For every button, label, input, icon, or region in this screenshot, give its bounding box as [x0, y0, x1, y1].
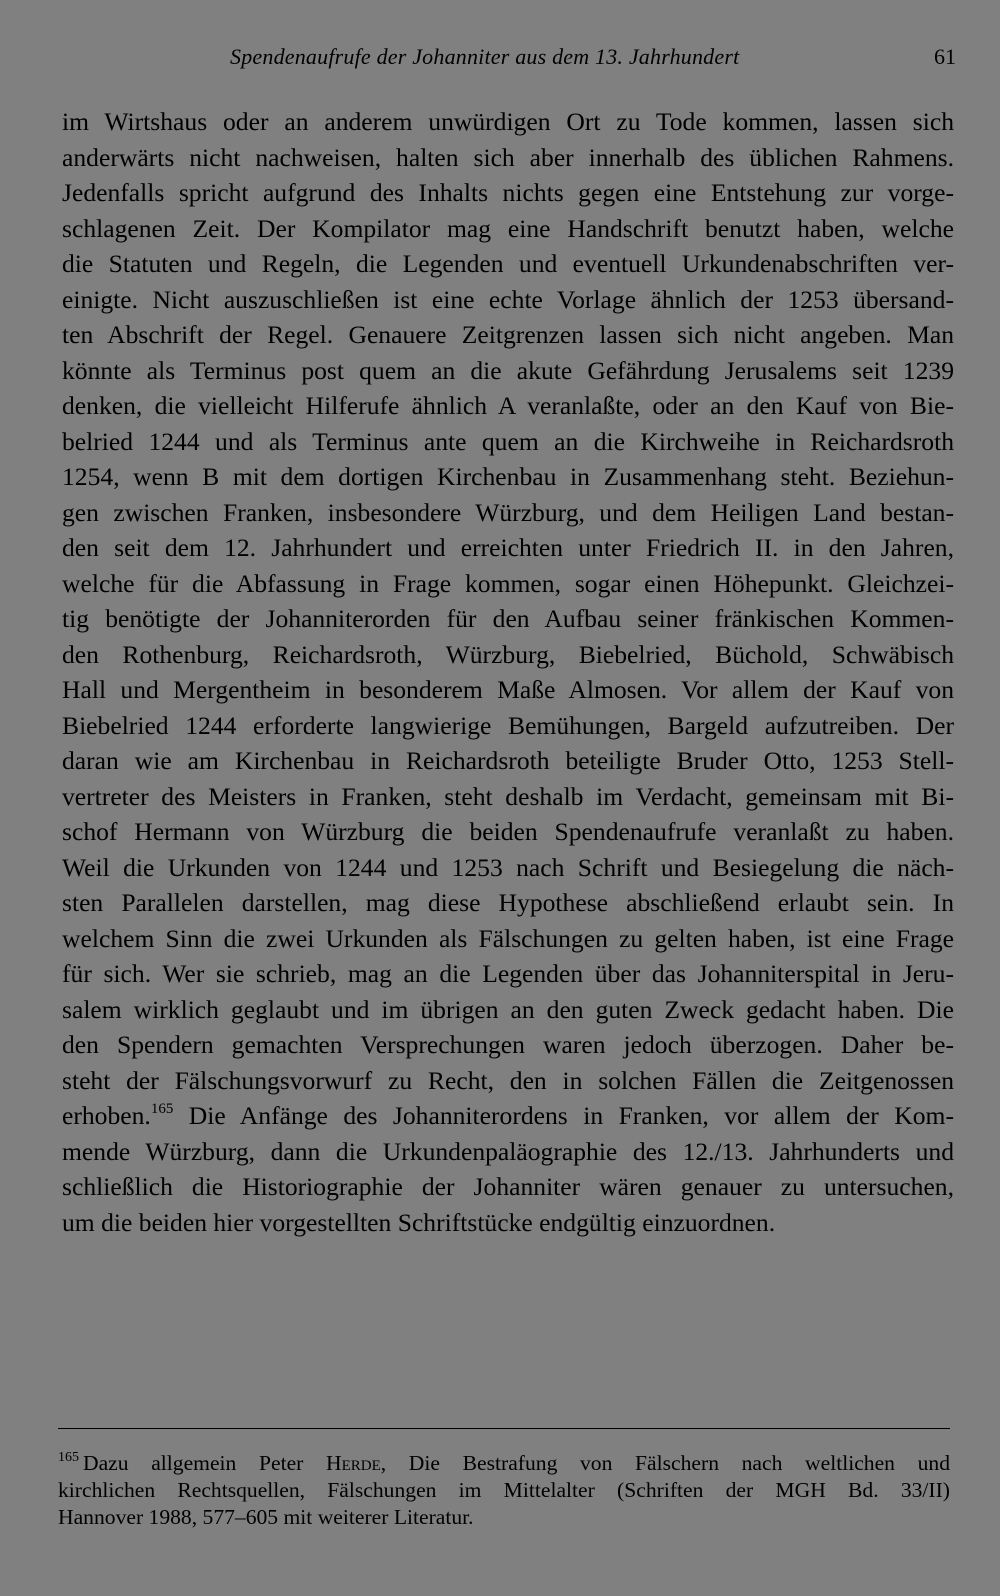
footnote-line: Hannover 1988, 577–605 mit weiterer Literatur.: [58, 1505, 474, 1529]
text-line: steht der Fälschungsvorwurf zu Recht, den in solchen Fällen die Zeitgenossen: [62, 1065, 954, 1095]
footnote-number: 165: [58, 1450, 79, 1465]
text-line: schlagenen Zeit. Der Kompilator mag eine Handschrift benutzt haben, welche: [62, 213, 954, 243]
text-line: im Wirtshaus oder an anderem unwürdigen Ort zu Tode kommen, lassen sich: [62, 107, 954, 136]
text-line: salem wirklich geglaubt und im übrigen an den guten Zweck gedacht haben. Die: [62, 994, 954, 1024]
text-line: könnte als Terminus post quem an die akute Gefährdung Jerusalems seit 1239: [62, 355, 954, 385]
text-line: gen zwischen Franken, insbesondere Würzburg, und dem Heiligen Land bestan-: [62, 497, 954, 527]
text-line: um die beiden hier vorgestellten Schriftstücke endgültig einzuordnen.: [62, 1207, 776, 1237]
text-line: denken, die vielleicht Hilferufe ähnlich A veranlaßte, oder an den Kauf von Bie-: [62, 391, 954, 420]
text-line: den Rothenburg, Reichardsroth, Würzburg, Biebelried, Büchold, Schwäbisch: [62, 639, 954, 669]
text-line: schließlich die Historiographie der Johanniter wären genauer zu untersuchen,: [62, 1172, 954, 1201]
text-line: Weil die Urkunden von 1244 und 1253 nach Schrift und Besiegelung die näch-: [62, 852, 954, 882]
text-line: anderwärts nicht nachweisen, halten sich aber innerhalb des üblichen Rahmens.: [62, 142, 954, 172]
text-line-with-footnote-ref: [62, 1098, 954, 1134]
text-line: die Statuten und Regeln, die Legenden und eventuell Urkundenabschriften ver-: [62, 249, 954, 278]
text-line: Jedenfalls spricht aufgrund des Inhalts nichts gegen eine Entstehung zur vorge-: [62, 178, 954, 207]
text-line: belried 1244 und als Terminus ante quem an die Kirchweihe in Reichardsroth: [62, 426, 954, 456]
footnote-separator: [58, 1428, 950, 1429]
main-text: [62, 104, 954, 1240]
text-line: ten Abschrift der Regel. Genauere Zeitgrenzen lassen sich nicht angeben. Man: [62, 320, 954, 349]
footnote-text: Dazu allgemein Peter: [83, 1451, 326, 1475]
footnote-line: [58, 1450, 950, 1477]
text-line: Biebelried 1244 erforderte langwierige Bemühungen, Bargeld aufzutreiben. Der: [62, 710, 954, 740]
footnote-reference[interactable]: 165: [150, 1101, 174, 1117]
footnote-author: Herde: [326, 1451, 381, 1475]
text-line: mende Würzburg, dann die Urkundenpaläographie des 12./13. Jahrhunderts und: [62, 1136, 954, 1166]
text-line: daran wie am Kirchenbau in Reichardsroth beteiligte Bruder Otto, 1253 Stell-: [62, 746, 954, 775]
text-fragment: erhoben.: [62, 1101, 151, 1130]
text-line: Hall und Mergentheim in besonderem Maße Almosen. Vor allem der Kauf von: [62, 675, 954, 704]
text-line: einigte. Nicht auszuschließen ist eine echte Vorlage ähnlich der 1253 übersand-: [62, 284, 954, 314]
footnote-text: , Die Bestrafung von Fälschern nach weltlichen und: [380, 1451, 951, 1475]
text-line: welchem Sinn die zwei Urkunden als Fälschungen zu gelten haben, ist eine Frage: [62, 923, 954, 953]
text-line: 1254, wenn B mit dem dortigen Kirchenbau in Zusammenhang steht. Beziehun-: [62, 462, 954, 491]
text-line: den Spendern gemachten Versprechungen waren jedoch überzogen. Daher be-: [62, 1030, 954, 1059]
running-title: Spendenaufrufe der Johanniter aus dem 13. Jahrhundert: [230, 44, 740, 69]
footnote-line: kirchlichen Rechtsquellen, Fälschungen im Mittelalter (Schriften der MGH Bd. 33/II): [58, 1478, 950, 1502]
text-line: tig benötigte der Johanniterorden für den Aufbau seiner fränkischen Kommen-: [62, 604, 954, 633]
running-header: [60, 44, 956, 78]
page-number: 61: [934, 44, 956, 69]
text-fragment: Die Anfänge des Johanniterordens in Franken, vor allem der Kom-: [173, 1101, 954, 1130]
text-line: vertreter des Meisters in Franken, steht deshalb im Verdacht, gemeinsam mit Bi-: [62, 781, 954, 811]
text-line: schof Hermann von Würzburg die beiden Spendenaufrufe veranlaßt zu haben.: [62, 817, 954, 846]
text-line: sten Parallelen darstellen, mag diese Hypothese abschließend erlaubt sein. In: [62, 888, 954, 917]
footnote: [58, 1450, 950, 1531]
text-line: den seit dem 12. Jahrhundert und erreichten unter Friedrich II. in den Jahren,: [62, 533, 954, 562]
text-line: für sich. Wer sie schrieb, mag an die Legenden über das Johanniterspital in Jeru-: [62, 959, 954, 988]
text-line: welche für die Abfassung in Frage kommen, sogar einen Höhepunkt. Gleichzei-: [62, 568, 954, 598]
